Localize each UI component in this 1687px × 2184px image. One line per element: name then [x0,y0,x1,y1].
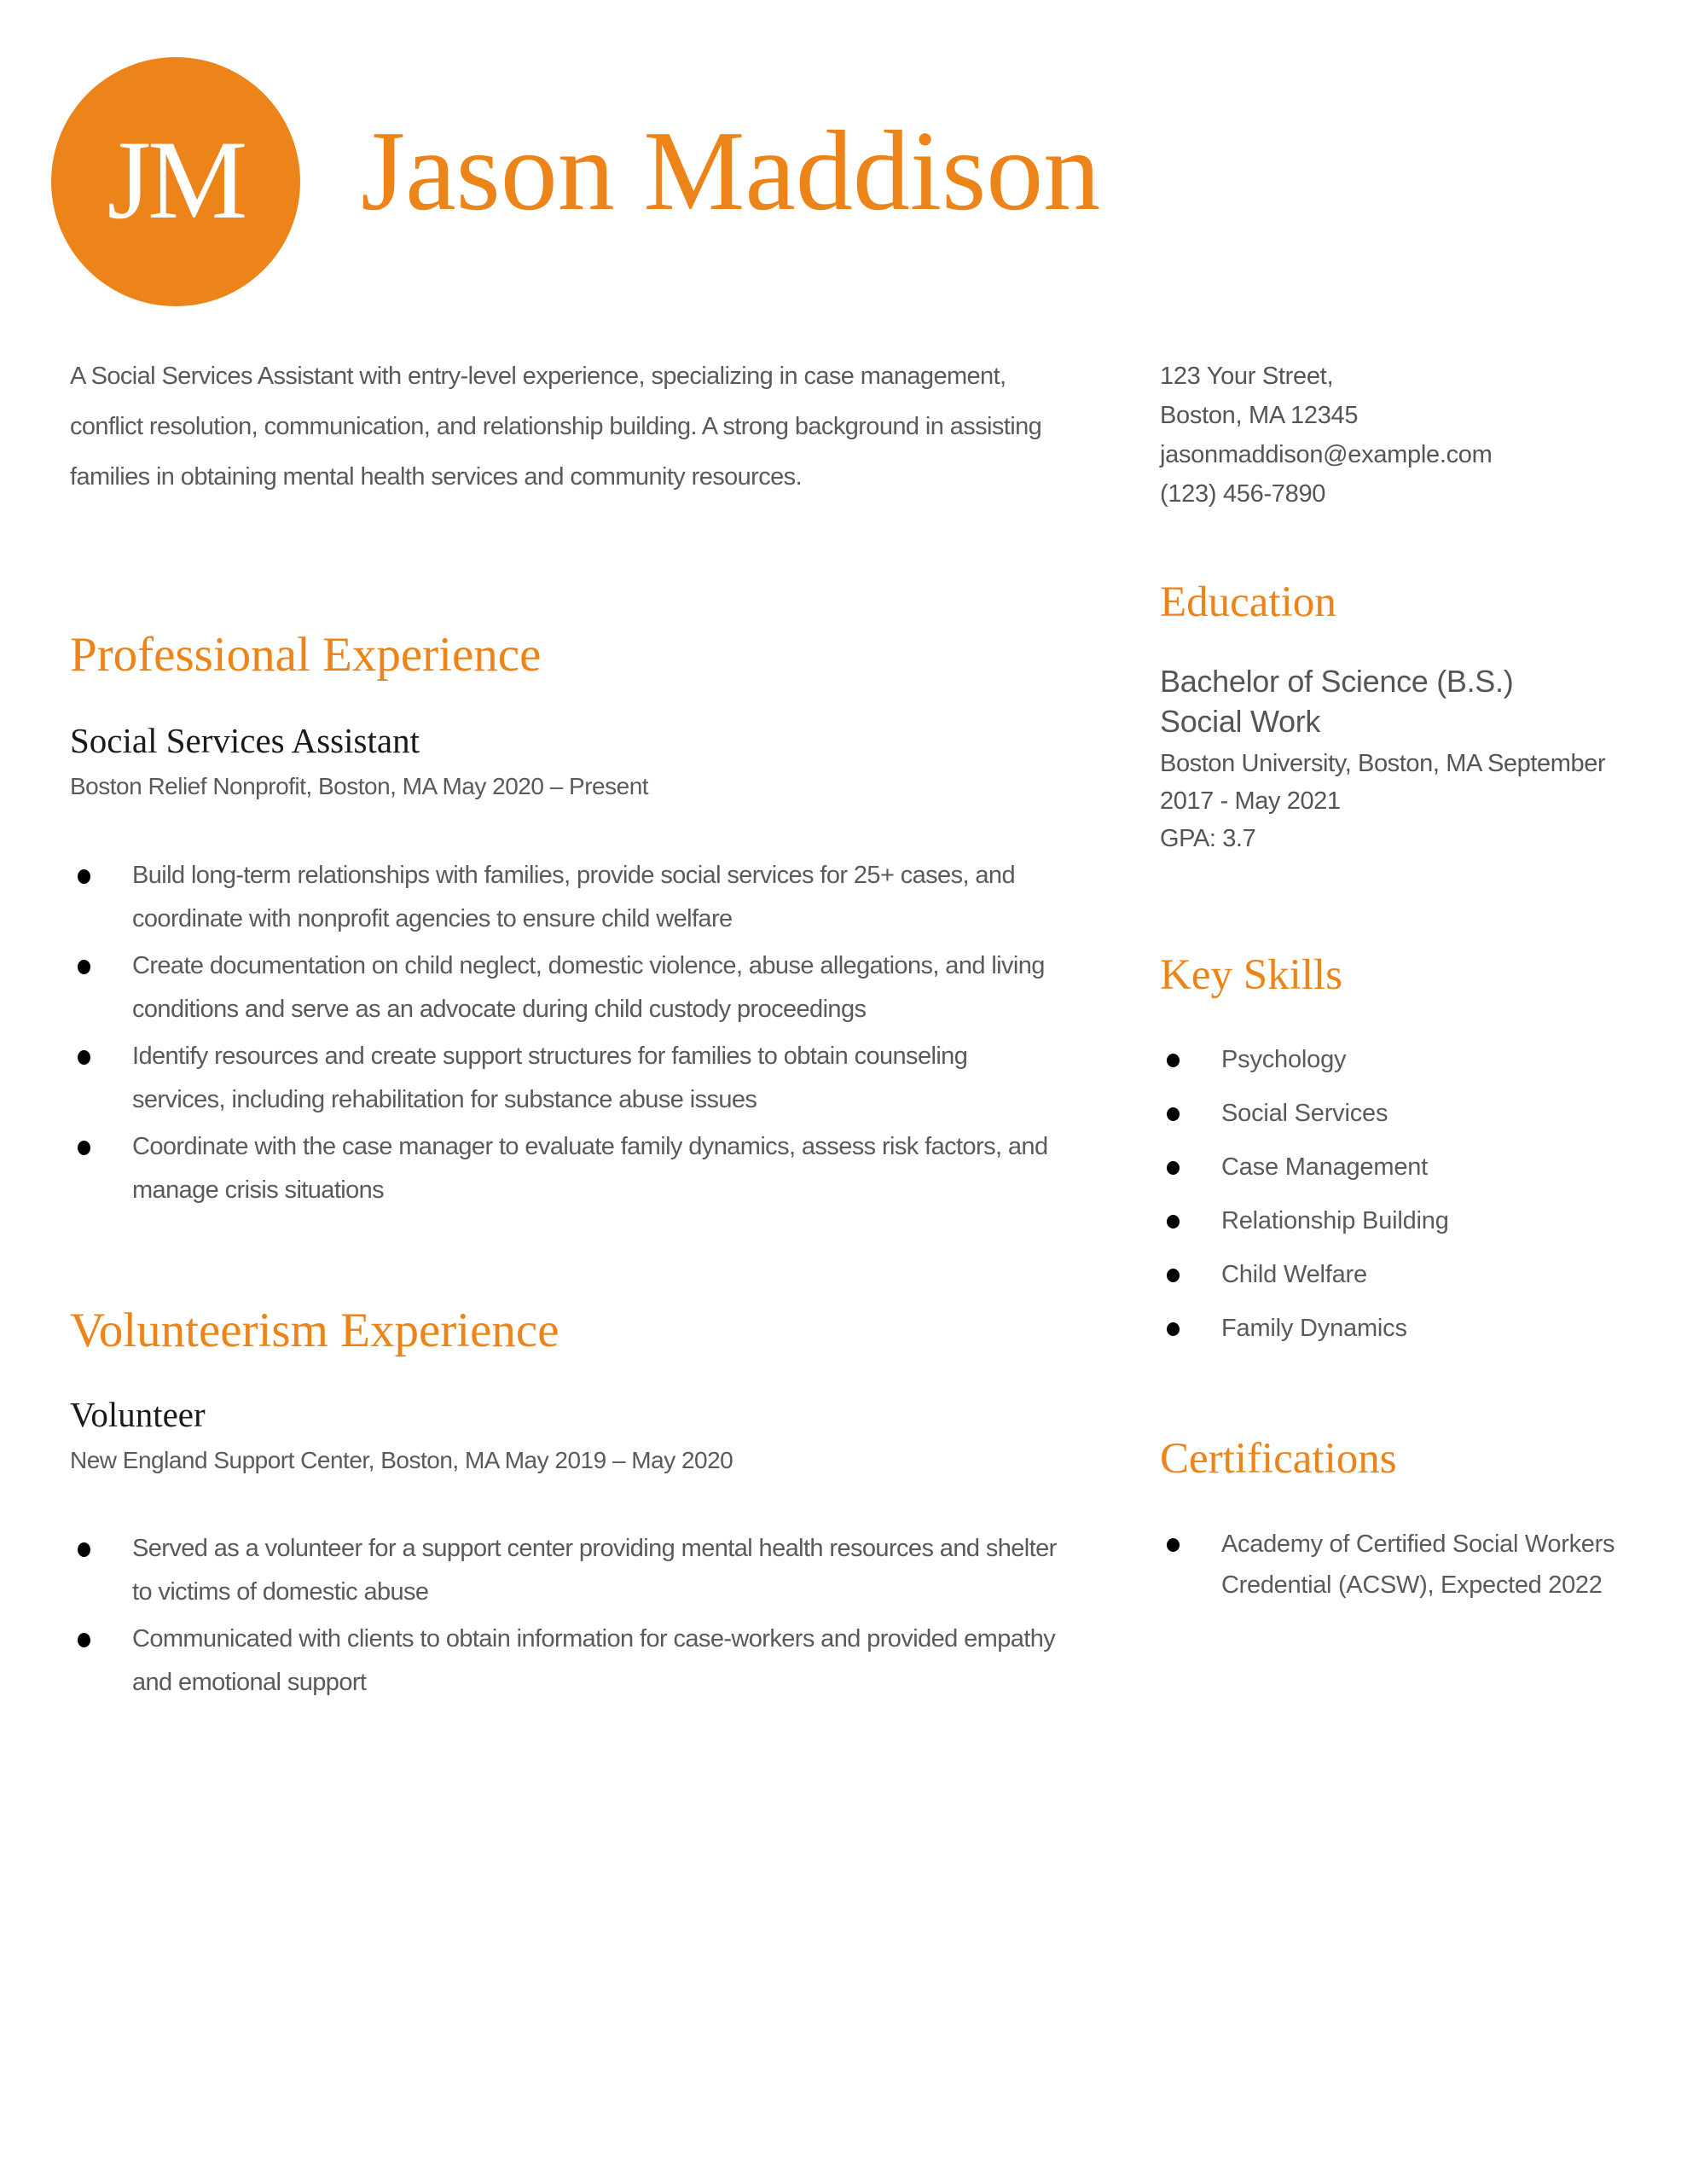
section-heading-professional: Professional Experience [70,628,542,682]
section-heading-certifications: Certifications [1160,1435,1397,1483]
section-heading-volunteer: Volunteerism Experience [70,1304,559,1357]
bullet-icon [1167,1107,1180,1121]
education-dates: 2017 - May 2021 [1160,787,1341,815]
bullet-icon [78,1542,90,1557]
bullet-icon [1167,1322,1180,1336]
skill-item: Psychology [1160,1033,1638,1087]
professional-summary: A Social Services Assistant with entry-level experience, specializing in case management, conflict resolution, communication, and relationship building. A strong background in assisting families in obtaining mental health services and community resources. [70,363,1042,491]
skill-item: Case Management [1160,1141,1638,1194]
list-item: Communicated with clients to obtain information for case-workers and provided empathy and emotional support [70,1618,1059,1705]
job-meta: New England Support Center, Boston, MA May 2019 – May 2020 [70,1447,733,1473]
skill-item: Social Services [1160,1087,1638,1141]
contact-email[interactable]: jasonmaddison@example.com [1160,441,1493,468]
bullet-icon [1167,1538,1180,1552]
job-meta: Boston Relief Nonprofit, Boston, MA May 2020 – Present [70,773,649,799]
section-heading-education: Education [1160,578,1336,626]
contact-info [1160,357,1492,514]
bullet-icon [1167,1269,1180,1282]
list-item: Build long-term relationships with families, provide social services for 25+ cases, and coordinate with nonprofit agencies to ensure child welfare [70,854,1059,941]
bullet-icon [78,869,90,884]
education-block [1160,661,1605,857]
volunteer-bullets [70,1527,1059,1708]
skill-item: Family Dynamics [1160,1302,1638,1356]
monogram-initials: JM [107,116,245,242]
bullet-icon [78,960,90,974]
list-item: Served as a volunteer for a support center providing mental health resources and shelter to victims of domestic abuse [70,1527,1059,1614]
list-item: Coordinate with the case manager to evaluate family dynamics, assess risk factors, and manage crisis situations [70,1125,1059,1212]
candidate-name: Jason Maddison [361,107,1101,234]
education-gpa: GPA: 3.7 [1160,825,1256,852]
contact-street: 123 Your Street, [1160,363,1334,390]
job-title: Social Services Assistant [70,721,420,760]
skill-item: Child Welfare [1160,1248,1638,1302]
education-school: Boston University, Boston, MA September [1160,750,1606,777]
education-degree: Bachelor of Science (B.S.) [1160,664,1514,699]
list-item: Identify resources and create support structures for families to obtain counseling services, including rehabilitation for substance abuse issues [70,1035,1059,1122]
bullet-icon [78,1141,90,1155]
bullet-icon [78,1050,90,1065]
skill-item: Relationship Building [1160,1194,1638,1248]
bullet-icon [1167,1054,1180,1067]
certifications-list [1160,1524,1620,1606]
bullet-icon [1167,1215,1180,1228]
contact-city: Boston, MA 12345 [1160,402,1359,429]
section-heading-skills: Key Skills [1160,951,1342,999]
job-bullets [70,854,1059,1216]
contact-phone[interactable]: (123) 456-7890 [1160,480,1326,508]
bullet-icon [1167,1161,1180,1175]
education-major: Social Work [1160,704,1321,739]
monogram-avatar [51,57,300,306]
bullet-icon [78,1633,90,1647]
list-item: Create documentation on child neglect, domestic violence, abuse allegations, and living conditions and serve as an advocate during child custody proceedings [70,944,1059,1031]
job-title: Volunteer [70,1395,206,1434]
skills-list [1160,1033,1638,1356]
certification-item: Academy of Certified Social Workers Credential (ACSW), Expected 2022 [1160,1524,1620,1606]
